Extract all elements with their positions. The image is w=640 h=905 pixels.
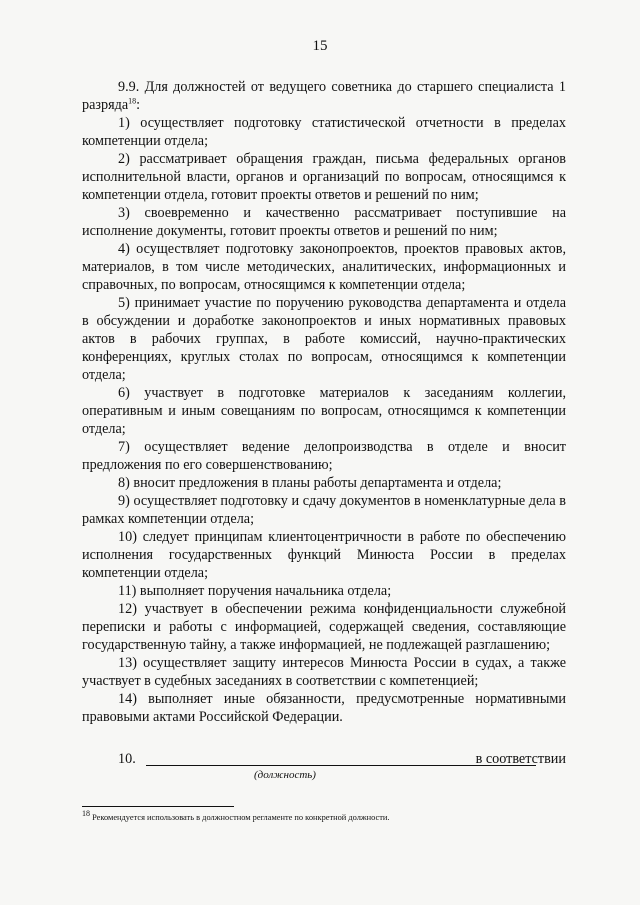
- duty-item-6: 6) участвует в подготовке материалов к заседаниям коллегии, оперативным и иным совещаниям по вопросам, относящимся к компетенции отдела;: [82, 385, 566, 437]
- duty-item-9: 9) осуществляет подготовку и сдачу документов в номенклатурные дела в рамках компетенции отдела;: [82, 493, 566, 527]
- position-tail: в соответствии: [475, 751, 566, 767]
- duty-item-7: 7) осуществляет ведение делопроизводства в отделе и вносит предложения по его совершенствованию;: [82, 439, 566, 473]
- section-heading: [82, 78, 566, 114]
- footnote: [82, 809, 566, 823]
- section-heading-tail: :: [136, 97, 141, 113]
- duty-item-4: 4) осуществляет подготовку законопроектов, проектов правовых актов, материалов, в том числе методических, аналитических, информационных и справочных, по вопросам, относящимся к компетенции отдела;: [82, 241, 566, 293]
- position-caption: (должность): [254, 769, 316, 781]
- footnote-number: 18: [82, 809, 90, 819]
- duty-item-12: 12) участвует в обеспечении режима конфиденциальности служебной переписки и работы с информацией, содержащей сведения, составляющие государственную тайну, а также информацией, не подлежащей разглашению;: [82, 601, 566, 653]
- duty-item-5: 5) принимает участие по поручению руководства департамента и отдела в обсуждении и доработке законопроектов и иных нормативных правовых актов в рабочих группах, в работе комиссий, научно-практических конференциях, круглых столах по вопросам, относящимся к компетенции отдела;: [82, 295, 566, 383]
- section-heading-text: 9.9. Для должностей от ведущего советника до старшего специалиста 1 разряда: [82, 79, 566, 113]
- duty-item-11: 11) выполняет поручения начальника отдела;: [118, 583, 392, 599]
- duty-item-3: 3) своевременно и качественно рассматривает поступившие на исполнение документы, готовит проекты ответов и решений по ним;: [82, 205, 566, 239]
- duty-item-1: 1) осуществляет подготовку статистической отчетности в пределах компетенции отдела;: [82, 115, 566, 149]
- duty-item-10: 10) следует принципам клиентоцентричности в работе по обеспечению исполнения государственных функций Минюста России в пределах компетенции отдела;: [82, 529, 566, 581]
- duty-item-2: 2) рассматривает обращения граждан, письма федеральных органов исполнительной власти, органов и организаций по вопросам, относящимся к компетенции отдела, готовит проекты ответов и решений по ним;: [82, 151, 566, 203]
- position-number: 10.: [118, 751, 136, 767]
- footnote-text: Рекомендуется использовать в должностном регламенте по конкретной должности.: [92, 813, 390, 822]
- duty-item-8: 8) вносит предложения в планы работы департамента и отдела;: [118, 475, 502, 491]
- duty-item-14: 14) выполняет иные обязанности, предусмотренные нормативными правовыми актами Российской Федерации.: [82, 691, 566, 725]
- duty-item-13: 13) осуществляет защиту интересов Минюста России в судах, а также участвует в судебных заседаниях в соответствии с компетенцией;: [82, 655, 566, 689]
- footnote-divider: [82, 806, 234, 807]
- footnote-ref[interactable]: 18: [128, 96, 137, 106]
- page-number: 15: [312, 38, 328, 54]
- document-body: [82, 78, 566, 726]
